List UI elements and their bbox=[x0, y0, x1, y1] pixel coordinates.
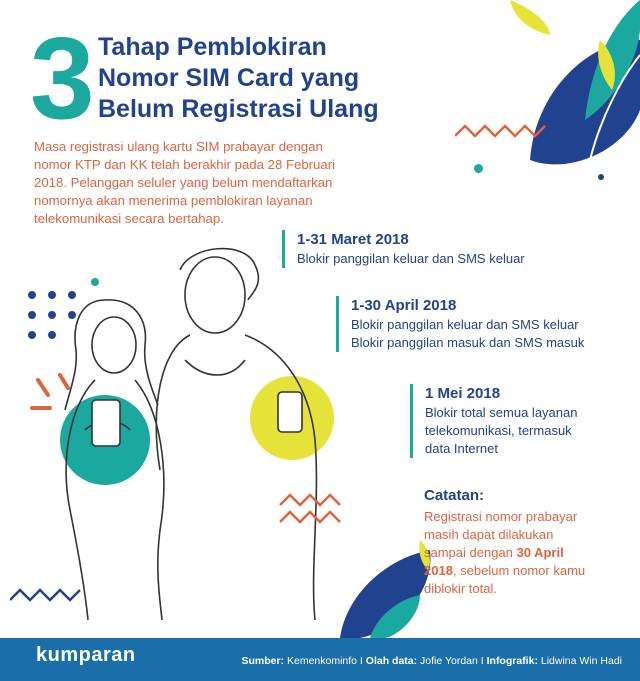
note-year-bold: 2018 bbox=[424, 563, 453, 578]
note-section bbox=[424, 487, 624, 598]
note-line: diblokir total. bbox=[424, 581, 497, 596]
navy-dots-pattern bbox=[28, 291, 76, 339]
step-date: 1 Mei 2018 bbox=[425, 385, 501, 402]
intro-line: 2018. Pelanggan seluler yang belum mendaftarkan bbox=[34, 175, 333, 190]
intro-paragraph bbox=[34, 138, 394, 228]
intro-line: Masa registrasi ulang kartu SIM prabayar dengan bbox=[34, 139, 323, 154]
yellow-leaf-shape bbox=[510, 0, 550, 35]
zigzag-decoration-orange-mid bbox=[280, 495, 340, 505]
step-text: data Internet bbox=[425, 441, 498, 456]
title-line-2: Nomor SIM Card yang bbox=[98, 64, 360, 92]
phone-woman bbox=[92, 400, 120, 446]
intro-line: telekomunikasi secara bertahap. bbox=[34, 211, 224, 226]
step-3 bbox=[410, 384, 577, 458]
infographic-label: Infografik: bbox=[486, 655, 538, 667]
title-line-3: Belum Registrasi Ulang bbox=[98, 95, 379, 123]
leaf-decoration-top bbox=[440, 0, 640, 200]
couple-illustration bbox=[10, 240, 350, 620]
step-date: 1-31 Maret 2018 bbox=[297, 231, 409, 248]
infographic-value: Lidwina Win Hadi bbox=[537, 655, 622, 667]
step-2 bbox=[336, 296, 584, 352]
step-text: Blokir panggilan masuk dan SMS masuk bbox=[351, 335, 585, 350]
teal-dot bbox=[474, 164, 483, 173]
orange-dash-marks bbox=[32, 375, 68, 408]
separator: I bbox=[357, 655, 366, 667]
data-label: Olah data: bbox=[365, 655, 418, 667]
zigzag-decoration-orange-top bbox=[455, 122, 550, 140]
step-count-number: 3 bbox=[30, 13, 95, 143]
note-line: masih dapat dilakukan bbox=[424, 527, 554, 542]
zigzag-decoration-navy bbox=[10, 590, 80, 600]
note-text-part: , sebelum nomor kamu bbox=[452, 563, 586, 578]
step-text: Blokir panggilan keluar dan SMS keluar bbox=[351, 317, 579, 332]
separator: I bbox=[477, 655, 487, 667]
step-1 bbox=[282, 230, 525, 268]
phone-man bbox=[278, 392, 302, 432]
note-heading: Catatan: bbox=[424, 487, 485, 504]
step-date: 1-30 April 2018 bbox=[351, 297, 457, 314]
kumparan-logo: kumparan bbox=[36, 644, 136, 666]
zigzag-decoration-orange-mid-2 bbox=[280, 512, 340, 522]
title-line-1: Tahap Pemblokiran bbox=[98, 33, 327, 61]
note-line bbox=[424, 562, 624, 580]
note-line: Registrasi nomor prabayar bbox=[424, 509, 578, 524]
footer-credits bbox=[241, 655, 622, 667]
step-text: Blokir panggilan keluar dan SMS keluar bbox=[297, 251, 525, 266]
note-line bbox=[424, 544, 624, 562]
page-title bbox=[98, 32, 428, 125]
step-text: Blokir total semua layanan bbox=[425, 405, 578, 420]
note-date-bold: 30 April bbox=[516, 545, 564, 560]
navy-dot bbox=[598, 174, 604, 180]
intro-line: nomornya akan menerima pemblokiran layanan bbox=[34, 193, 313, 208]
data-value: Jofie Yordan bbox=[417, 655, 478, 667]
teal-dot bbox=[91, 278, 99, 286]
step-text: telekomunikasi, termasuk bbox=[425, 423, 572, 438]
source-label: Sumber: bbox=[241, 655, 285, 667]
intro-line: nomor KTP dan KK telah berakhir pada 28 Februari bbox=[34, 157, 336, 172]
source-value: Kemenkominfo bbox=[284, 655, 358, 667]
note-text-part: sampai dengan bbox=[424, 545, 517, 560]
